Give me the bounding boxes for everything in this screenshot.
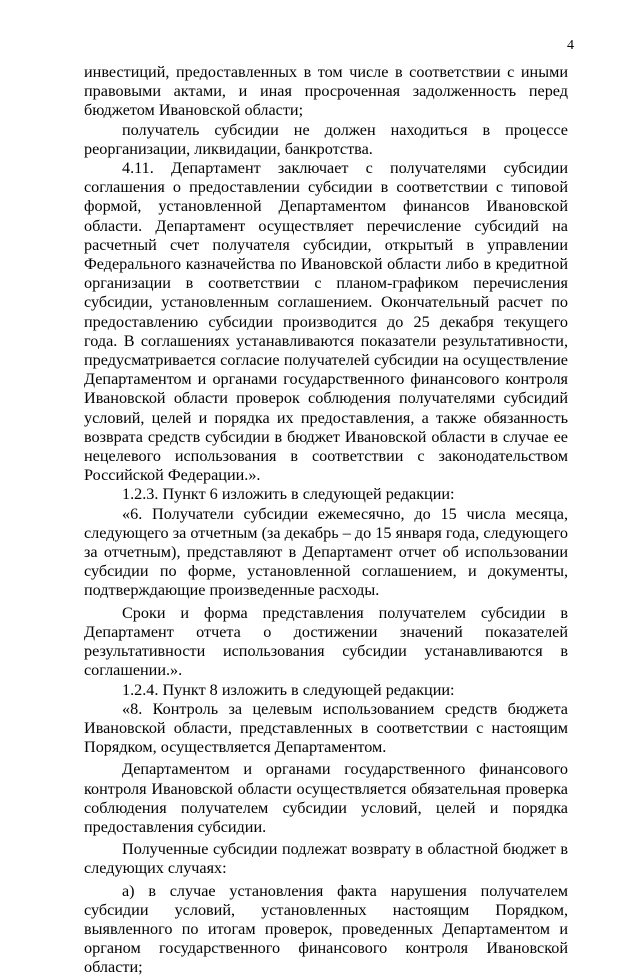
paragraph: Полученные субсидии подлежат возврату в областной бюджет в следующих случаях:	[84, 840, 568, 878]
paragraph: 4.11. Департамент заключает с получателями субсидии соглашения о предоставлении субсидии в соответствии с типовой формой, установленной Департаментом финансов Ивановской области. Департамент осуществляет перечисление субсидий на расчетный счет получателя субсидии, открытый в управлении Федерального казначейства по Ивановской области либо в кредитной организации в соответствии с планом-графиком перечисления субсидии, установленным соглашением. Окончательный расчет по предоставлению субсидии производится до 25 декабря текущего года. В соглашениях устанавливаются показатели результативности, предусматривается согласие получателей субсидии на осуществление Департаментом и органами государственного финансового контроля Ивановской области проверок соблюдения получателями субсидий условий, целей и порядка их предоставления, а также обязанность возврата средств субсидии в бюджет Ивановской области в случае ее нецелевого использования в соответствии с законодательством Российской Федерации.».	[84, 159, 568, 485]
paragraph: а) в случае установления факта нарушения получателем субсидии условий, установленных настоящим Порядком, выявленного по итогам проверок, проведенных Департаментом и органом государственного финансового контроля Ивановской области;	[84, 881, 568, 977]
paragraph: 1.2.4. Пункт 8 изложить в следующей редакции:	[122, 680, 455, 699]
paragraph: инвестиций, предоставленных в том числе в соответствии с иными правовыми актами, и иная просроченная задолженность перед бюджетом Ивановской области;	[84, 63, 568, 120]
paragraph: «8. Контроль за целевым использованием средств бюджета Ивановской области, представленных в соответствии с настоящим Порядком, осуществляется Департаментом.	[84, 699, 568, 757]
paragraph: 1.2.3. Пункт 6 изложить в следующей редакции:	[122, 485, 455, 504]
paragraph: Департаментом и органами государственного финансового контроля Ивановской области осуществляется обязательная проверка соблюдения получателем субсидии условий, целей и порядка предоставления субсидии.	[84, 760, 568, 836]
paragraph: получатель субсидии не должен находиться в процессе реорганизации, ликвидации, банкротства.	[84, 120, 568, 158]
page-number: 4	[567, 38, 574, 53]
paragraph: «6. Получатели субсидии ежемесячно, до 15 числа месяца, следующего за отчетным (за декабрь – до 15 января года, следующего за отчетным), представляют в Департамент отчет об использовании субсидии по форме, установленной соглашением, и документы, подтверждающие произведенные расходы.	[84, 504, 568, 600]
paragraph: Сроки и форма представления получателем субсидии в Департамент отчета о достижении значений показателей результативности использования субсидии устанавливаются в соглашении.».	[84, 603, 568, 680]
document-body	[84, 63, 568, 978]
